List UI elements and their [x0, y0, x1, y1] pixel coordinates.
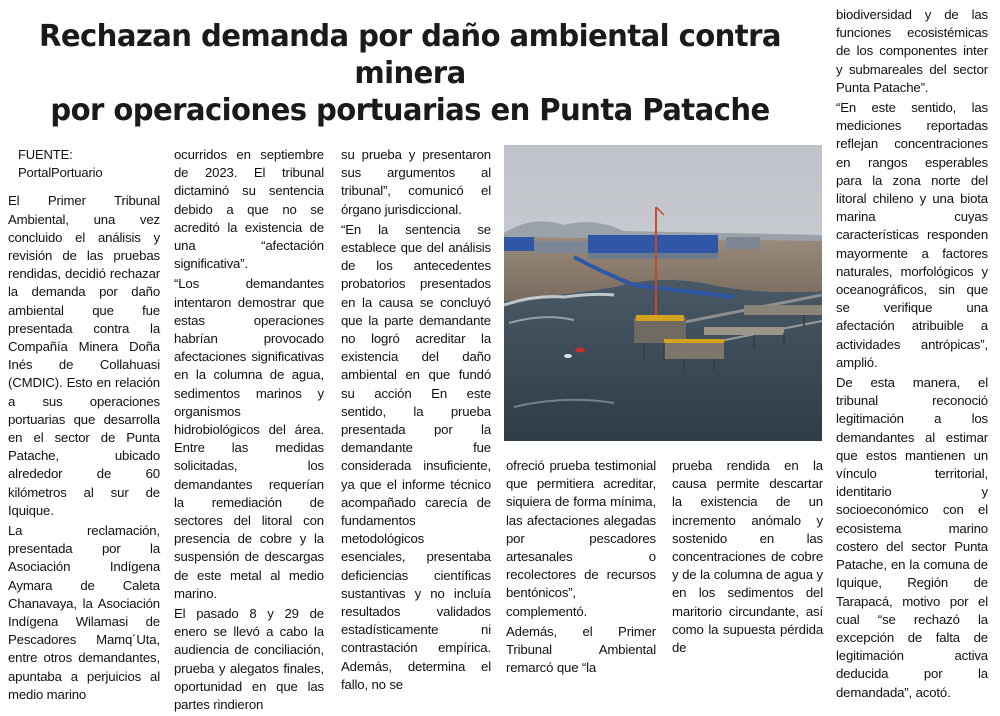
paragraph: “Los demandantes intentaron demostrar que estas operaciones habrían provocado afectaciones significativas en la columna de agua, sedimentos marinos y organismos hidrobiológicos del área. Entre las medidas solicitadas, los demandantes requerían la remediación de sectores del litoral con presencia de cobre y la suspensión de descargas de este metal al medio marino.	[174, 276, 324, 601]
paragraph: “En la sentencia se establece que del análisis de los antecedentes probatorios presentados en la causa se concluyó que la parte demandante no logró acreditar la existencia del daño ambiental en que fundó su acción En este sentido, la prueba presentada por la demandante fue considerada insuficiente, ya que el informe técnico acompañado carecía de fundamentos metodológicos esenciales, presentaba deficiencias científicas sustantivas y no incluía resultados validados estadísticamente ni contrastación empírica. Además, determina el fallo, no se	[341, 221, 491, 692]
paragraph: ofreció prueba testimonial que permitiera acreditar, siquiera de forma mínima, las afectaciones alegadas por pescadores artesanales o recolectores de recursos bentónicos”, complementó.	[506, 458, 656, 619]
column-2	[174, 146, 324, 716]
paragraph: La reclamación, presentada por la Asociación Indígena Aymara de Caleta Chanavaya, la Asociación Indígena Wilamasi de Pescadores Mamq´Uta, entre otros demandantes, apuntaba a perjuicios al medio marino	[8, 523, 160, 702]
source-credit: FUENTE: PortalPortuario	[18, 147, 103, 181]
paragraph: El pasado 8 y 29 de enero se llevó a cabo la audiencia de conciliación, prueba y alegatos finales, oportunidad en que las partes rindieron	[174, 606, 324, 713]
headline	[12, 18, 807, 129]
column-5	[672, 457, 823, 659]
paragraph: El Primer Tribunal Ambiental, una vez concluido el análisis y revisión de las pruebas rendidas, decidió rechazar la demanda por daño ambiental que fue presentada contra la Compañía Minera Doña Inés de Collahuasi (CMDIC). Esto en relación a sus operaciones portuarias que desarrolla en el sector de Punta Patache, ubicado alrededor de 60 kilómetros al sur de Iquique.	[8, 193, 160, 518]
paragraph: De esta manera, el tribunal reconoció legitimación a los demandantes al estimar que estos mantienen un vínculo territorial, identitario y socioeconómico con el ecosistema marino costero del sector Punta Patache, en la comuna de Iquique, Región de Tarapacá, motivo por el cual “se rechazó la excepción de falta de legitimación activa deducida por la demandada”, acotó.	[836, 375, 988, 700]
paragraph: “En este sentido, las mediciones reportadas reflejan concentraciones en rangos esperables para la zona norte del litoral chileno y una biota marina cuyas características responden mayormente a factores naturales, morfológicos y oceanográficos, sin que se verifique una afectación atribuible a actividades antrópicas”, amplió.	[836, 100, 988, 370]
column-3	[341, 146, 491, 696]
headline-line-2: por operaciones portuarias en Punta Patache	[50, 93, 770, 128]
headline-line-1: Rechazan demanda por daño ambiental contra minera	[39, 19, 781, 91]
column-4	[506, 457, 656, 679]
column-1	[8, 146, 160, 706]
paragraph: su prueba y presentaron sus argumentos al tribunal”, comunicó el órgano jurisdiccional.	[341, 147, 491, 217]
paragraph: biodiversidad y de las funciones ecosistémicas de los componentes inter y submareales del sector Punta Patache”.	[836, 7, 988, 95]
column-6	[836, 6, 988, 704]
paragraph: Además, el Primer Tribunal Ambiental remarcó que “la	[506, 623, 656, 676]
paragraph: ocurridos en septiembre de 2023. El tribunal dictaminó su sentencia debido a que no se acreditó la existencia de una “afectación significativa”.	[174, 147, 324, 272]
port-photo	[504, 145, 822, 441]
paragraph: prueba rendida en la causa permite descartar la existencia de un incremento anómalo y sostenido en las concentraciones de cobre y de la columna de agua y en los sedimentos del maritorio circundante, así como la supuesta pérdida de	[672, 458, 823, 656]
